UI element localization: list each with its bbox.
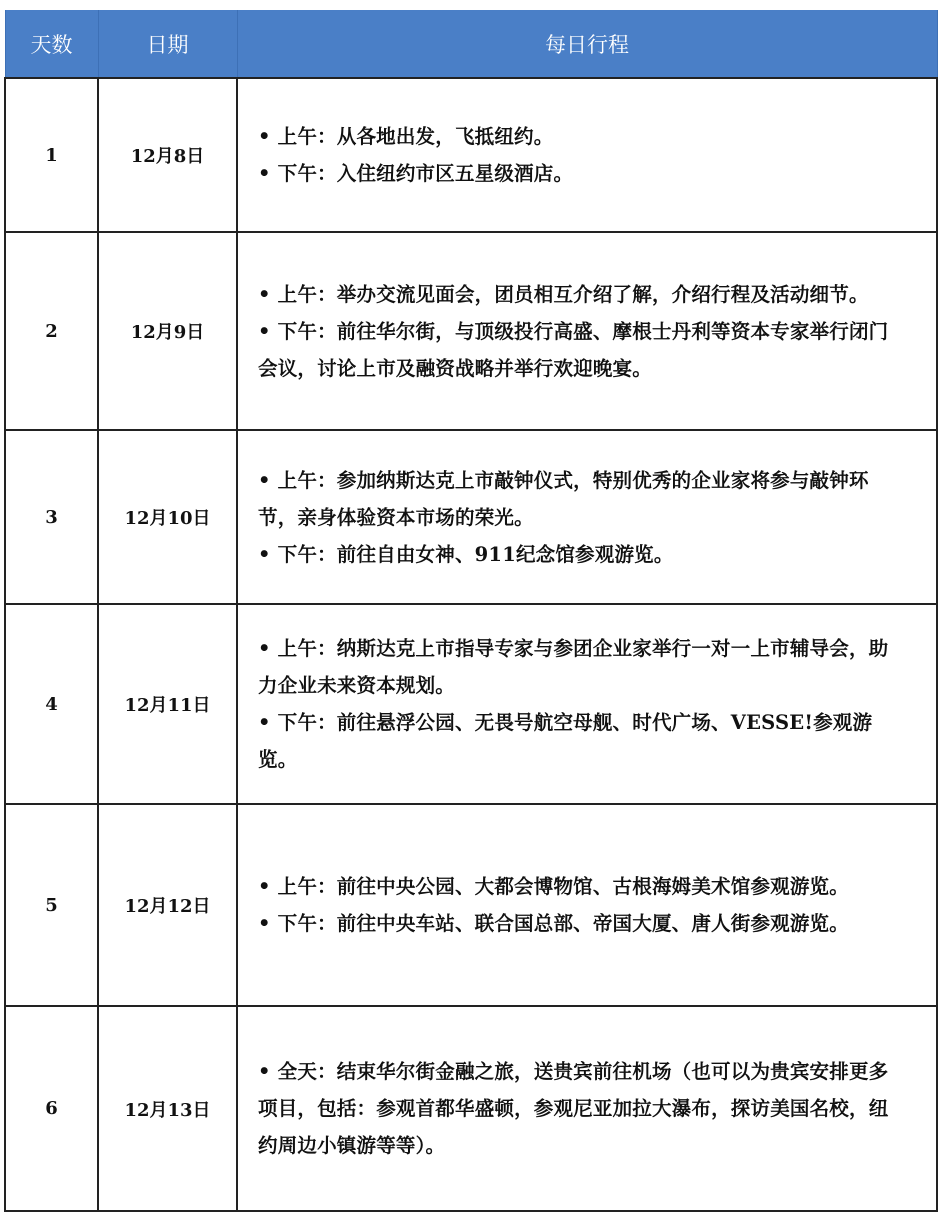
- table-row: [5, 604, 937, 804]
- header-plan: 每日行程: [237, 10, 937, 78]
- plan-item: • 下午：前往华尔街，与顶级投行高盛、摩根士丹利等资本专家举行闭门会议，讨论上市及融资战略并举行欢迎晚宴。: [258, 319, 889, 380]
- plan-item: • 全天：结束华尔街金融之旅，送贵宾前往机场（也可以为贵宾安排更多项目，包括：参观首都华盛顿，参观尼亚加拉大瀑布，探访美国名校，纽约周边小镇游等等）。: [258, 1060, 889, 1157]
- table-header: [5, 10, 937, 78]
- plan-cell: [237, 1006, 937, 1211]
- plan-cell: [237, 430, 937, 604]
- plan-item: • 上午：前往中央公园、大都会博物馆、古根海姆美术馆参观游览。: [258, 875, 849, 898]
- day-cell: 4: [5, 604, 98, 804]
- header-day: 天数: [5, 10, 98, 78]
- plan-cell: [237, 232, 937, 430]
- plan-item: • 下午：前往中央车站、联合国总部、帝国大厦、唐人街参观游览。: [258, 912, 849, 935]
- plan-cell: [237, 804, 937, 1006]
- table-row: [5, 430, 937, 604]
- date-cell: 12月13日: [98, 1006, 237, 1211]
- day-cell: 2: [5, 232, 98, 430]
- table-row: [5, 78, 937, 232]
- plan-cell: [237, 78, 937, 232]
- date-cell: 12月11日: [98, 604, 237, 804]
- table-row: [5, 232, 937, 430]
- header-row: [5, 10, 937, 78]
- plan-item: • 上午：举办交流见面会，团员相互介绍了解，介绍行程及活动细节。: [258, 282, 869, 306]
- day-cell: 5: [5, 804, 98, 1006]
- plan-item: • 下午：入住纽约市区五星级酒店。: [258, 162, 574, 185]
- date-cell: 12月8日: [98, 78, 237, 232]
- table-body: [5, 78, 937, 1211]
- plan-item: • 上午：从各地出发，飞抵纽约。: [258, 125, 554, 148]
- day-cell: 1: [5, 78, 98, 232]
- plan-item: • 下午：前往悬浮公园、无畏号航空母舰、时代广场、VESSE!参观游览。: [258, 711, 873, 771]
- plan-item: • 上午：参加纳斯达克上市敲钟仪式，特别优秀的企业家将参与敲钟环节，亲身体验资本市场的荣光。: [258, 468, 869, 529]
- date-cell: 12月9日: [98, 232, 237, 430]
- table-row: [5, 1006, 937, 1211]
- plan-item: • 上午：纳斯达克上市指导专家与参团企业家举行一对一上市辅导会，助力企业未来资本规划。: [258, 637, 889, 697]
- date-cell: 12月10日: [98, 430, 237, 604]
- day-cell: 6: [5, 1006, 98, 1211]
- plan-cell: [237, 604, 937, 804]
- day-cell: 3: [5, 430, 98, 604]
- itinerary-table: [4, 10, 938, 1212]
- table-row: [5, 804, 937, 1006]
- header-date: 日期: [98, 10, 237, 78]
- plan-item: • 下午：前往自由女神、911纪念馆参观游览。: [258, 542, 674, 566]
- date-cell: 12月12日: [98, 804, 237, 1006]
